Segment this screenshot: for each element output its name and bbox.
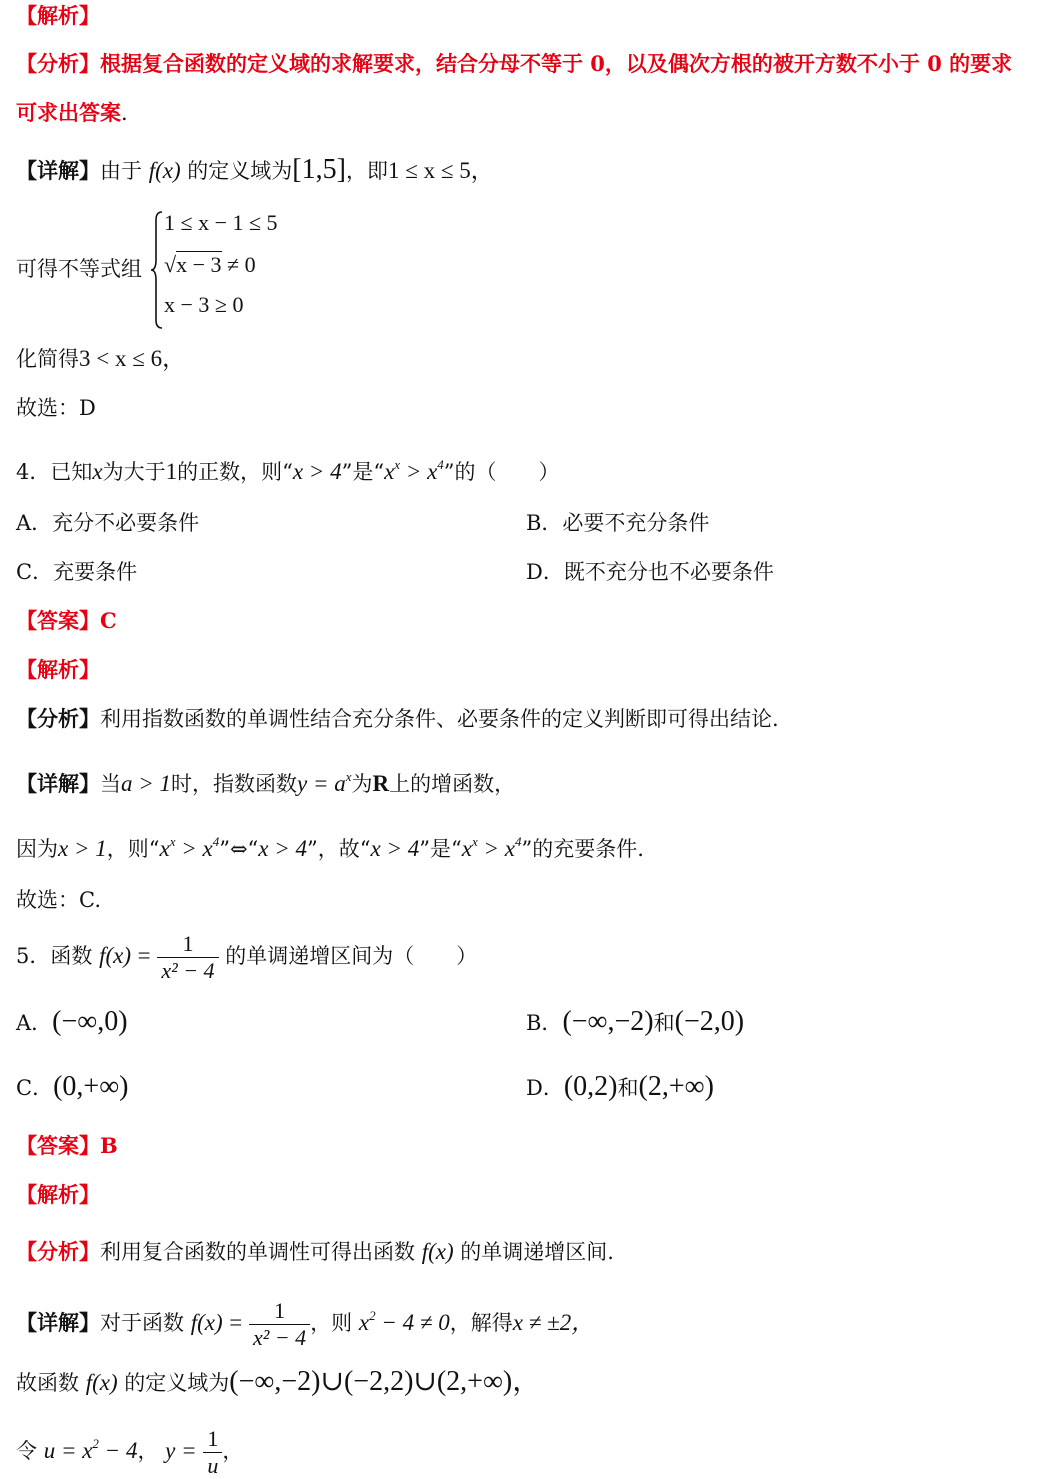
q4-option-d: D．既不充分也不必要条件: [526, 560, 774, 584]
system-row-1: 1 ≤ x − 1 ≤ 5: [164, 210, 278, 235]
q4-d1-R: R: [372, 771, 390, 796]
q5-d1-expr: $x^2 - 4 \ne 0$: [358, 1308, 450, 1335]
q5-opt-b-value-2: (−2,0): [674, 1006, 745, 1037]
simplify-result: 3 < x ≤ 6，: [79, 346, 186, 371]
q4-stem-a: 4．已知: [16, 460, 93, 484]
detail-post: ，即: [345, 159, 388, 183]
q5-opt-b-and: 和: [653, 1011, 675, 1035]
q4-stem-d: ”是“: [341, 460, 385, 484]
sqrt-icon: √: [164, 252, 177, 277]
q4-detail-2: [16, 828, 644, 863]
q5-d1-a: 对于函数: [100, 1311, 184, 1335]
q5-d3-frac-den: u: [207, 1453, 219, 1478]
detail-mid: 的定义域为: [187, 159, 293, 183]
q5-d2-b: 的定义域为: [124, 1371, 230, 1395]
q5-analysis-a: 利用复合函数的单调性可得出函数: [100, 1240, 415, 1264]
q4-one: 1: [165, 459, 178, 484]
q5-option-b: [526, 1008, 744, 1037]
q4-d2-cond3: x > 4: [370, 836, 420, 861]
question-5-stem: 5．函数 f(x) = $\frac{1}{\text{x² − 4}}$ 的单调递增区间为（ ）: [16, 931, 478, 983]
q5-opt-a-label: A．: [16, 1011, 53, 1035]
q4-analysis-text: 利用指数函数的单调性结合充分条件、必要条件的定义判断即可得出结论.: [100, 707, 779, 731]
q5-d1-fx: f(x): [190, 1310, 223, 1335]
q5-frac-num: 1: [157, 931, 218, 958]
q5-fraction: [157, 931, 218, 984]
q5-opt-c-label: C．: [16, 1076, 54, 1100]
q4-answer: 【答案】C: [16, 608, 117, 633]
simplify-pre: 化简得: [16, 347, 79, 371]
q4-d2-b: ，则“: [106, 837, 160, 861]
analysis-line-1: [16, 50, 1012, 78]
q4-detail-1: [16, 763, 515, 798]
sqrt-radicand: x − 3: [176, 252, 222, 277]
q4-analysis-heading: 【解析】: [16, 657, 100, 682]
choose-c: 故选：C.: [16, 888, 101, 912]
q5-opt-a-value: (−∞,0): [52, 1006, 128, 1037]
q4-d1-a: 当: [100, 772, 121, 796]
q5-opt-d-value-1: (0,2): [563, 1071, 618, 1102]
q5-d2-a: 故函数: [16, 1371, 79, 1395]
q5-option-d: [526, 1073, 714, 1102]
q4-analysis: [16, 705, 779, 733]
q4-d1-c: 为: [351, 772, 373, 796]
q5-analysis-b: 的单调递增区间.: [460, 1240, 614, 1264]
q5-d3-u: $u = x^2 - 4$: [43, 1436, 138, 1463]
q4-d2-ineq2: $x^x > x^4$: [461, 834, 522, 861]
inequality-system: [150, 210, 290, 330]
q5-opt-d-label: D．: [526, 1076, 564, 1100]
system-row-3: x − 3 ≥ 0: [164, 292, 244, 317]
q4-detail-tag: 【详解】: [16, 771, 100, 796]
q5-d1-b: ，则: [310, 1311, 353, 1335]
q5-option-a: [16, 1008, 128, 1037]
q5-d3-b: ，: [137, 1439, 159, 1463]
q4-d1-cond: a > 1: [121, 771, 172, 796]
q4-d1-d: 上的增函数，: [389, 772, 516, 796]
domain-interval: [1,5]: [292, 154, 346, 185]
q5-d1-cond: x ≠ ±2，: [512, 1310, 595, 1335]
system-row-2-rel: ≠ 0: [227, 252, 256, 277]
q5-d2-domain: (−∞,−2)∪(−2,2)∪(2,+∞)，: [229, 1366, 541, 1397]
system-label: 可得不等式组: [16, 257, 142, 281]
q5-stem-a: 5．函数: [16, 944, 93, 968]
q4-stem-e: ”的（ ）: [443, 460, 560, 484]
inequality: 1 ≤ x ≤ 5，: [387, 158, 494, 183]
q5-d2-fx: f(x): [85, 1370, 118, 1395]
q4-d2-cond2: x > 4: [258, 836, 308, 861]
left-brace-icon: [150, 210, 164, 330]
q5-opt-b-label: B．: [526, 1011, 563, 1035]
analysis-text-2: 可求出答案: [16, 100, 121, 125]
q4-option-b: B．必要不充分条件: [526, 511, 710, 535]
fx: f(x): [148, 158, 181, 183]
q4-cond1: x > 4: [292, 459, 342, 484]
q5-detail-3: 令 $u = x^2 - 4$， y = $\frac{1}{u}$ ，: [16, 1426, 244, 1478]
q5-detail-tag: 【详解】: [16, 1310, 100, 1335]
q5-analysis-heading: 【解析】: [16, 1182, 100, 1207]
q5-d3-y: y =: [165, 1438, 197, 1463]
q4-analysis-tag: 【分析】: [16, 706, 100, 731]
q5-frac-den: x² − 4: [161, 958, 215, 983]
q4-d2-c: ”⇔“: [219, 837, 259, 861]
q5-analysis-fx: f(x): [421, 1239, 454, 1264]
q5-analysis: [16, 1238, 614, 1266]
q4-d2-e: ”是“: [419, 837, 462, 861]
q5-opt-b-value-1: (−∞,−2): [562, 1006, 654, 1037]
q5-d1-c: ，解得: [449, 1311, 513, 1335]
q4-d2-a: 因为: [16, 837, 58, 861]
detail-tag: 【详解】: [16, 158, 100, 183]
q5-answer: 【答案】B: [16, 1133, 118, 1158]
q5-opt-d-and: 和: [617, 1076, 639, 1100]
system-row-2: [164, 252, 256, 278]
q4-d2-f: ”的充要条件.: [521, 837, 644, 861]
q4-stem-b: 为大于: [102, 460, 166, 484]
analysis-text: 根据复合函数的定义域的求解要求，结合分母不等于 0，以及偶次方根的被开方数不小于 0 的要求: [100, 51, 1013, 76]
choose-d: 故选：D: [16, 396, 96, 420]
q5-fx: f(x): [99, 943, 131, 968]
q5-detail-1: 【详解】对于函数 f(x) = $\frac{1}{\text{x² − 4}}$ ，则 $x^2 - 4 \ne 0$，解得x ≠ ±2，: [16, 1298, 595, 1350]
q4-d1-func: $y = a^x$: [297, 769, 352, 796]
q5-d3-a: 令: [16, 1439, 37, 1463]
q5-d1-fraction: [249, 1298, 310, 1351]
analysis-tag: 【分析】: [16, 51, 100, 76]
q5-d3-fraction: [203, 1426, 222, 1479]
q5-d3-frac-num: 1: [203, 1426, 222, 1453]
q5-opt-d-value-2: (2,+∞): [638, 1071, 714, 1102]
q4-d2-cond: x > 1: [58, 836, 107, 861]
q4-d1-b: 时，指数函数: [171, 772, 298, 796]
q5-option-c: [16, 1073, 128, 1102]
q5-d1-frac-num: 1: [249, 1298, 310, 1325]
detail-line: [16, 156, 494, 185]
q4-x: x: [92, 459, 103, 484]
q4-option-a: A．充分不必要条件: [16, 511, 200, 535]
q5-opt-c-value: (0,+∞): [53, 1071, 129, 1102]
q4-d2-d: ”，故“: [307, 837, 371, 861]
analysis-heading: 【解析】: [16, 3, 100, 28]
q5-d1-frac-den: x² − 4: [252, 1325, 307, 1350]
q5-analysis-tag: 【分析】: [16, 1239, 100, 1264]
simplify-line: [16, 345, 185, 373]
q4-stem-c: 的正数，则“: [177, 460, 293, 484]
q5-detail-2: [16, 1368, 540, 1397]
question-4-stem: [16, 451, 560, 486]
q4-d2-ineq1: $x^x > x^4$: [159, 834, 220, 861]
q4-option-c: C．充要条件: [16, 560, 138, 584]
analysis-line-2: 可求出答案.: [16, 100, 128, 125]
detail-pre: 由于: [100, 159, 142, 183]
q4-cond2: $x^x > x^4$: [384, 457, 444, 484]
q5-stem-b: 的单调递增区间为（ ）: [225, 944, 478, 968]
